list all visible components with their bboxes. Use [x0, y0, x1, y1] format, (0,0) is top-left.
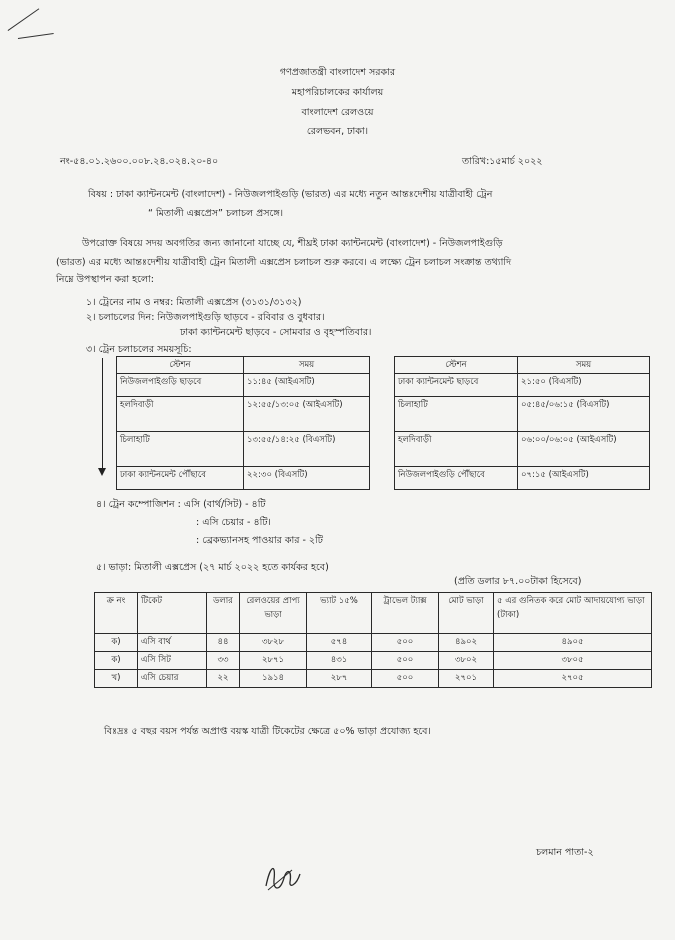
table-row: [395, 374, 650, 397]
time-cell: ০৫:৪৫/০৬:১৫ (বিএসটি): [518, 397, 650, 432]
schedule-table-left: [116, 356, 370, 490]
signature-mark: [262, 856, 304, 896]
pen-mark: [8, 8, 40, 31]
column-header: ট্রাভেল ট্যাক্স: [372, 593, 439, 634]
pen-mark: [18, 33, 54, 39]
column-header: ভ্যাট ১৫%: [307, 593, 372, 634]
table-row: [95, 652, 652, 670]
ticket-cell: এসি সিট: [138, 652, 207, 670]
railway-fare-cell: ২৮৭১: [240, 652, 307, 670]
column-header: স্টেশন: [395, 357, 518, 374]
item-days-2: ঢাকা ক্যান্টনমেন্ট ছাড়বে - সোমবার ও বৃহস্পতিবার।: [180, 327, 372, 338]
intro-line-3: নিম্নে উপস্থাপন করা হলো:: [56, 274, 154, 285]
total-fare-cell: ৩৮০২: [439, 652, 494, 670]
column-header: সময়: [244, 357, 370, 374]
time-cell: ১২:৫৫/১৩:০৫ (আইএসটি): [244, 397, 370, 432]
org-line-3: বাংলাদেশ রেলওয়ে: [301, 107, 374, 118]
serial-cell: ক): [95, 634, 138, 652]
down-arrow-icon: [102, 358, 103, 474]
vat-cell: ৫৭৪: [307, 634, 372, 652]
payable-fare-cell: ৩৮০৫: [494, 652, 652, 670]
table-row: [95, 634, 652, 652]
column-header: সময়: [518, 357, 650, 374]
continued-page-label: চলমান পাতা-২: [536, 847, 594, 858]
item-schedule-title: ৩। ট্রেন চলাচলের সময়সূচি:: [86, 344, 192, 355]
travel-tax-cell: ৫০০: [372, 670, 439, 688]
time-cell: ১৩:৫৫/১৪:২৫ (বিএসটি): [244, 432, 370, 467]
station-cell: হলদিবাড়ী: [395, 432, 518, 467]
time-cell: ১১:৪৫ (আইএসটি): [244, 374, 370, 397]
ticket-cell: এসি চেয়ার: [138, 670, 207, 688]
column-header: ৫ এর গুনিতক করে মোট আদায়যোগ্য ভাড়া (টাকা): [494, 593, 652, 634]
station-cell: চিলাহাটি: [117, 432, 244, 467]
item-composition-3: : ব্রেকভ্যানসহ পাওয়ার কার - ২টি: [196, 535, 323, 546]
column-header: স্টেশন: [117, 357, 244, 374]
table-row: [395, 432, 650, 467]
org-line-1: গণপ্রজাতন্ত্রী বাংলাদেশ সরকার: [279, 67, 396, 78]
station-cell: ঢাকা ক্যান্টনমেন্ট ছাড়বে: [395, 374, 518, 397]
table-row: [117, 374, 370, 397]
schedule-table-right: [394, 356, 650, 490]
table-header-row: [395, 357, 650, 374]
time-cell: ২১:৫০ (বিএসটি): [518, 374, 650, 397]
item-train-name: ১। ট্রেনের নাম ও নম্বর: মিতালী এক্সপ্রেস (৩১৩১/৩১৩২): [86, 297, 302, 308]
payable-fare-cell: ২৭০৫: [494, 670, 652, 688]
dollar-cell: ২২: [207, 670, 240, 688]
table-header-row: [95, 593, 652, 634]
table-header-row: [117, 357, 370, 374]
column-header: মোট ভাড়া: [439, 593, 494, 634]
column-header: টিকেট: [138, 593, 207, 634]
railway-fare-cell: ১৯১৪: [240, 670, 307, 688]
time-cell: ০৬:০০/০৬:০৫ (আইএসটি): [518, 432, 650, 467]
memo-number: নং-৫৪.০১.২৬০০.০০৮.২৪.০২৪.২০-৪০: [60, 156, 219, 167]
serial-cell: ক): [95, 652, 138, 670]
station-cell: নিউজলপাইগুড়ি পৌঁছাবে: [395, 467, 518, 490]
railway-fare-cell: ৩৮২৮: [240, 634, 307, 652]
dollar-cell: ৪৪: [207, 634, 240, 652]
subject-line-1: বিষয় : ঢাকা ক্যান্টনমেন্ট (বাংলাদেশ) - নিউজলপাইগুড়ি (ভারত) এর মধ্যে নতুন আন্তঃদেশীয় যাত্রীবাহী ট্রেন: [88, 189, 493, 200]
fare-table: [94, 592, 652, 688]
org-line-2: মহাপরিচালকের কার্যালয়: [291, 87, 384, 98]
station-cell: হলদিবাড়ী: [117, 397, 244, 432]
column-header: ক্র নং: [95, 593, 138, 634]
vat-cell: ২৮৭: [307, 670, 372, 688]
memo-date: তারিখ:১৫মার্চ ২০২২: [462, 156, 543, 167]
payable-fare-cell: ৪৯০৫: [494, 634, 652, 652]
station-cell: চিলাহাটি: [395, 397, 518, 432]
footnote: বিঃদ্রঃ ৫ বছর বয়স পর্যন্ত অপ্রাপ্ত বয়স্ক যাত্রী টিকেটের ক্ষেত্রে ৫০% ভাড়া প্রযোজ্য হবে।: [104, 726, 431, 737]
station-cell: ঢাকা ক্যান্টনমেন্ট পৌঁছাবে: [117, 467, 244, 490]
item-days-1: ২। চলাচলের দিন: নিউজলপাইগুড়ি ছাড়বে - রবিবার ও বুধবার।: [86, 312, 325, 323]
table-row: [117, 467, 370, 490]
time-cell: ০৭:১৫ (আইএসটি): [518, 467, 650, 490]
serial-cell: খ): [95, 670, 138, 688]
column-header: রেলওয়ের প্রাপ্য ভাড়া: [240, 593, 307, 634]
org-line-4: রেলভবন, ঢাকা।: [306, 126, 369, 137]
station-cell: নিউজলপাইগুড়ি ছাড়বে: [117, 374, 244, 397]
vat-cell: ৪৩১: [307, 652, 372, 670]
dollar-cell: ৩৩: [207, 652, 240, 670]
item-fare-title: ৫। ভাড়া: মিতালী এক্সপ্রেস (২৭ মার্চ ২০২২ হতে কার্যকর হবে): [96, 562, 329, 573]
time-cell: ২২:৩০ (বিএসটি): [244, 467, 370, 490]
column-header: ডলার: [207, 593, 240, 634]
table-row: [117, 432, 370, 467]
table-row: [395, 467, 650, 490]
subject-line-2: “ মিতালী এক্সপ্রেস” চলাচল প্রসঙ্গে।: [148, 208, 284, 219]
total-fare-cell: ২৭০১: [439, 670, 494, 688]
ticket-cell: এসি বার্থ: [138, 634, 207, 652]
total-fare-cell: ৪৯০২: [439, 634, 494, 652]
travel-tax-cell: ৫০০: [372, 634, 439, 652]
table-row: [395, 397, 650, 432]
item-composition-2: : এসি চেয়ার - ৪টি।: [196, 517, 271, 528]
table-row: [117, 397, 370, 432]
intro-line-2: (ভারত) এর মধ্যে আন্তঃদেশীয় যাত্রীবাহী ট্রেন মিতালী এক্সপ্রেস চলাচল শুরু করবে। এ লক্ষ্যে ট্রেন চলাচল সংক্রান্ত তথ্যাদি: [56, 257, 512, 268]
travel-tax-cell: ৫০০: [372, 652, 439, 670]
table-row: [95, 670, 652, 688]
exchange-rate-note: (প্রতি ডলার ৮৭.০০টাকা হিসেবে): [454, 576, 582, 587]
intro-line-1: উপরোক্ত বিষয়ে সদয় অবগতির জন্য জানানো যাচ্ছে যে, শীঘ্রই ঢাকা ক্যান্টনমেন্ট (বাংলাদেশ) - নিউজলপাইগুড়ি: [82, 238, 503, 249]
item-composition-1: ৪। ট্রেন কম্পোজিশন : এসি (বার্থ/সিট) - ৪টি: [96, 499, 266, 510]
